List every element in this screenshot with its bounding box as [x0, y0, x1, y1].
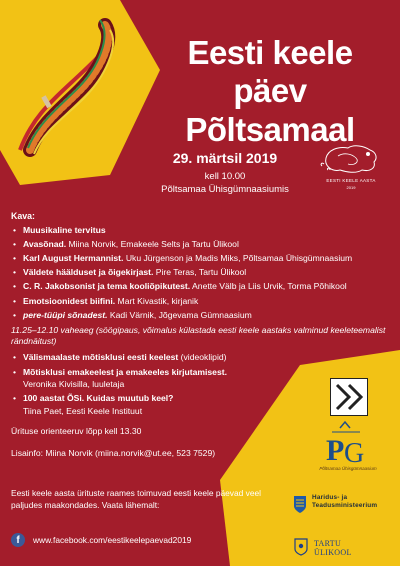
program-item-speaker: Pire Teras, Tartu Ülikool: [153, 267, 247, 278]
break-note: 11.25–12.10 vaheaeg (söögipaus, võimalus külastada eesti keele aastaks valminud keeleteemalist rändnäitust): [11, 325, 386, 347]
program-item-speaker: Mart Kivastik, kirjanik: [115, 295, 199, 306]
program-item: [11, 309, 391, 322]
program-item-speaker: Tiina Paet, Eesti Keele Instituut: [23, 405, 143, 416]
school-name: Põltsamaa Ühisgümnaasium: [319, 466, 377, 471]
svg-text:P: P: [326, 434, 345, 467]
contact-info: Lisainfo: Miina Norvik (miina.norvik@ut.ee, 523 7529): [11, 447, 216, 458]
eka-caption: EESTI KEELE AASTA: [326, 178, 376, 183]
title-line-1: Eesti keele päev: [187, 34, 353, 109]
program-list-1: [11, 224, 391, 322]
program-item-title: Väldete häälduset ja õigekirjast.: [23, 267, 154, 278]
svg-text:G: G: [344, 438, 365, 469]
eka-year: 2019: [346, 185, 356, 190]
footer-note: Eesti keele aasta ürituste raames toimuvad eesti keele päevad veel paljudes maakondades. Vaata lähemalt:: [11, 488, 261, 510]
program-item: [11, 238, 391, 251]
program-item-title: Välismaalaste mõtisklusi eesti keelest: [23, 352, 179, 363]
program-item-title: C. R. Jakobsonist ja tema kooliõpikutest.: [23, 281, 191, 292]
facebook-url[interactable]: www.facebook.com/eestikeelepaevad2019: [33, 535, 192, 545]
program-item-speaker: Miina Norvik, Emakeele Selts ja Tartu Ülikool: [66, 238, 239, 249]
ministry-line-2: Teadusministeerium: [312, 502, 378, 509]
program-item-speaker: Anette Välb ja Liis Urvik, Torma Põhikool: [190, 281, 347, 292]
ministry-name: [312, 494, 392, 510]
program-item: [11, 224, 391, 237]
ministry-crest-icon: [292, 494, 308, 519]
program-item: [11, 295, 391, 308]
program-item: [11, 280, 391, 293]
program-item-speaker: Kadi Värnik, Jõgevama Gümnaasium: [107, 309, 252, 320]
ministry-line-1: Haridus- ja: [312, 494, 348, 501]
program-heading: Kava:: [11, 211, 35, 221]
end-time: Ürituse orienteeruv lõpp kell 13.30: [11, 426, 142, 437]
program-item: [11, 351, 391, 364]
event-venue: Põltsamaa Ühisgümnaasiumis: [161, 184, 289, 195]
program-item-speaker: (videoklipid): [178, 352, 227, 363]
event-date: 29. märtsil 2019: [172, 150, 278, 166]
program-item-speaker: Veronika Kivisilla, luuletaja: [23, 379, 125, 390]
university-name: [314, 540, 394, 557]
program-item-title: Mõtisklusi emakeelest ja emakeeles kirjutamisest.: [23, 366, 227, 377]
program-item-title: Karl August Hermannist.: [23, 252, 124, 263]
program-item-title: 100 aastat ÕSi. Kuidas muutub keel?: [23, 393, 174, 404]
chevron-pattern-icon: [331, 379, 367, 415]
university-line-1: TARTU: [314, 539, 342, 548]
program-item-speaker: Uku Jürgenson ja Madis Miks, Põltsamaa Ühisgümnaasium: [123, 252, 353, 263]
program-item: [11, 266, 391, 279]
program-item-title: Muusikaline tervitus: [23, 224, 106, 235]
program-item-title: Avasõnad.: [23, 238, 67, 249]
event-time: kell 10.00: [204, 171, 246, 182]
title-line-2: Põltsamaal: [185, 111, 355, 148]
program-item-title: Emotsioonidest biifini.: [23, 295, 116, 306]
facebook-icon: f: [11, 533, 25, 547]
university-line-2: ÜLIKOOL: [314, 547, 352, 557]
geometric-partner-logo: [330, 378, 368, 416]
facebook-link[interactable]: [11, 533, 271, 547]
program-item-title: pere-tüüpi sõnadest.: [23, 309, 108, 320]
program-item: [11, 252, 391, 265]
university-crest-icon: [294, 538, 308, 561]
